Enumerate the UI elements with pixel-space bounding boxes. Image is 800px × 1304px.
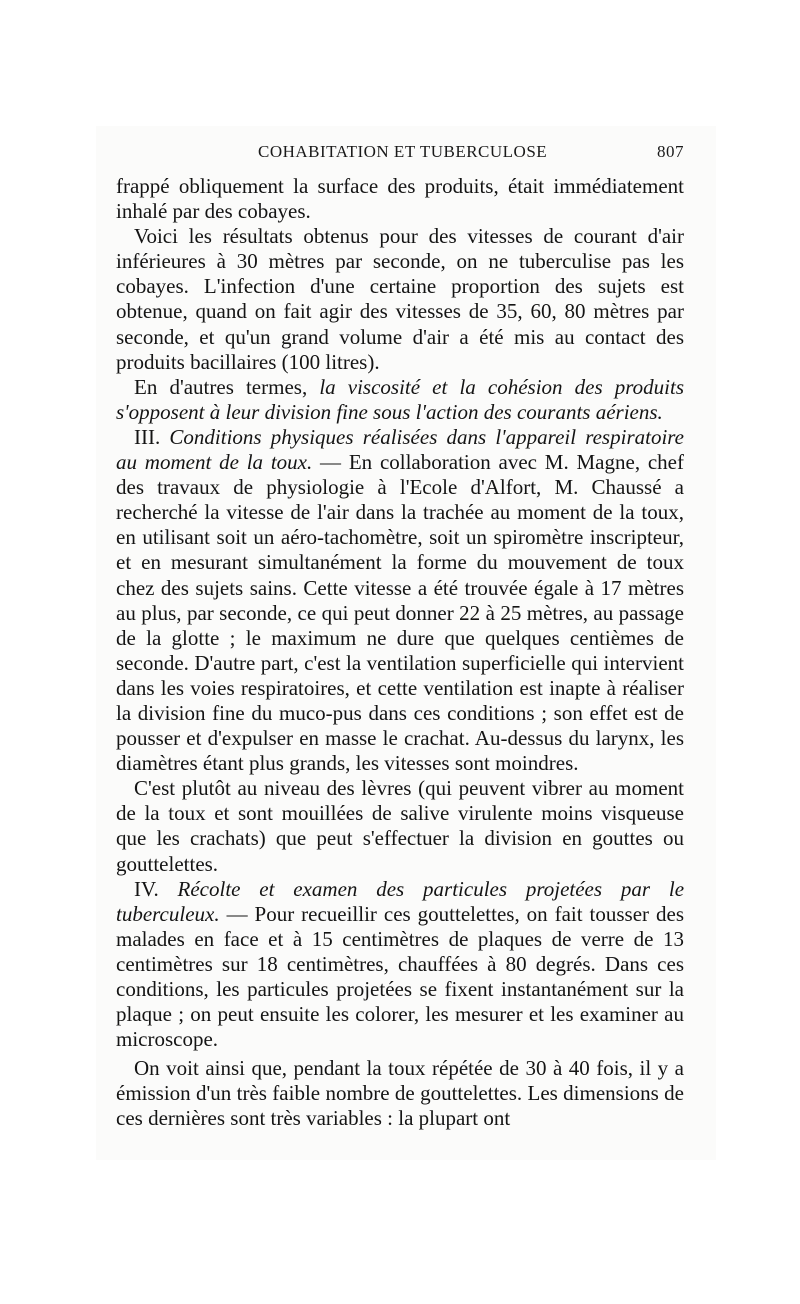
paragraph-continued: frappé obliquement la surface des produits, était immédiatement inhalé par des cobayes. bbox=[116, 174, 684, 224]
page-number: 807 bbox=[657, 142, 684, 161]
body-text bbox=[116, 174, 684, 1132]
section-iv-number: IV. bbox=[134, 876, 178, 901]
section-iii-text: — En collaboration avec M. Magne, chef des travaux de physiologie à l'Ecole d'Alfort, M. Chaussé a recherché la vitesse de l'air dans la trachée au moment de la toux, en utilisant soit un aéro-tachomètre, soit un spiromètre inscripteur, et en mesurant simultanément la forme du mouvement de toux chez des sujets sains. Cette vitesse a été trouvée égale à 17 mètres au plus, par seconde, ce qui peut donner 22 à 25 mètres, au passage de la glotte ; le maximum ne dure que quelques centièmes de seconde. D'autre part, c'est la ventilation superficielle qui intervient dans les voies respiratoires, et cette ventilation est inapte à réaliser la division fine du muco-pus dans ces conditions ; son effet est de pousser et d'expulser en masse le crachat. Au-dessus du larynx, les diamètres étant plus grands, les vitesses sont moindres. bbox=[116, 450, 684, 776]
section-iii-number: III. bbox=[134, 424, 170, 449]
paragraph-results: Voici les résultats obtenus pour des vitesses de courant d'air inférieures à 30 mètres par seconde, on ne tuberculise pas les cobayes. L'infection d'une certaine proportion des sujets est obtenue, quand on fait agir des vitesses de 35, 60, 80 mètres par seconde, et qu'un grand volume d'air a été mis au contact des produits bacillaires (100 litres). bbox=[116, 224, 684, 374]
section-iii-heading: Conditions physiques réalisées dans l'appareil respiratoire au moment de la toux. bbox=[116, 424, 684, 475]
section-iii-paragraph bbox=[116, 425, 684, 776]
running-header bbox=[116, 142, 684, 164]
paragraph-droplets: On voit ainsi que, pendant la toux répétée de 30 à 40 fois, il y a émission d'un très faible nombre de gouttelettes. Les dimensions de ces dernières sont très variables : la plupart ont bbox=[116, 1056, 684, 1131]
section-iv-text: — Pour recueillir ces gouttelettes, on fait tousser des malades en face et à 15 centimètres de plaques de verre de 13 centimètres sur 18 centimètres, chauffées à 80 degrés. Dans ces conditions, les particules projetées se fixent instantanément sur la plaque ; on peut ensuite les colorer, les mesurer et les examiner au microscope. bbox=[116, 901, 684, 1052]
section-iv-paragraph bbox=[116, 877, 684, 1053]
paragraph-lead-text: En d'autres termes, bbox=[134, 374, 320, 399]
italic-conclusion: la viscosité et la cohésion des produits s'opposent à leur division fine sous l'action des courants aériens. bbox=[116, 374, 684, 424]
running-title: COHABITATION ET TUBERCULOSE bbox=[258, 142, 548, 161]
paragraph-in-other-words bbox=[116, 375, 684, 425]
paragraph-lips: C'est plutôt au niveau des lèvres (qui peuvent vibrer au moment de la toux et sont mouillées de salive virulente moins visqueuse que les crachats) que peut s'effectuer la division en gouttes ou gouttelettes. bbox=[116, 776, 684, 876]
section-iv-heading: Récolte et examen des particules projetées par le tuberculeux. bbox=[116, 876, 685, 926]
